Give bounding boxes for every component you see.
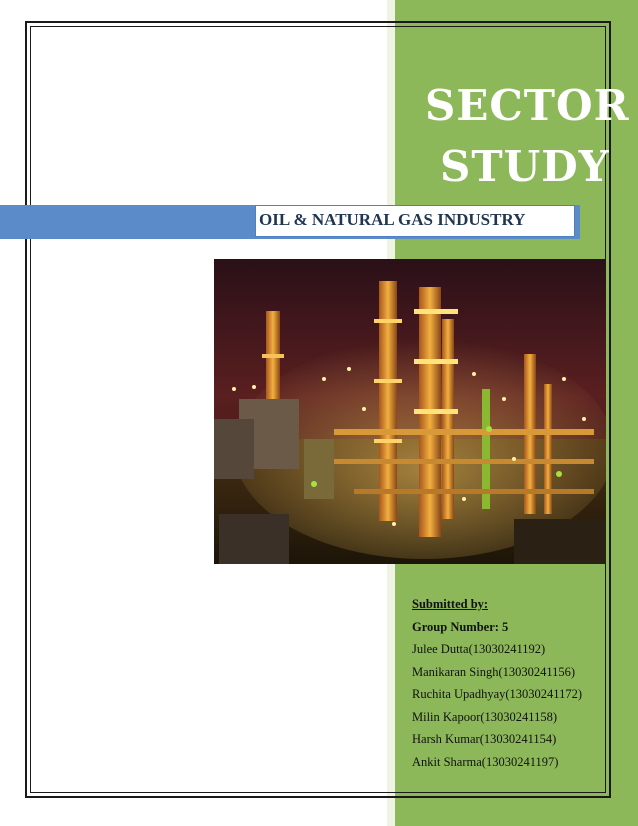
member-3: Ruchita Upadhyay(13030241172) xyxy=(412,687,582,701)
submission-block xyxy=(412,593,602,773)
subtitle-text: OIL & NATURAL GAS INDUSTRY xyxy=(259,210,526,229)
group-number: Group Number: 5 xyxy=(412,619,509,634)
refinery-photo xyxy=(214,259,606,564)
member-4: Milin Kapoor(13030241158) xyxy=(412,709,558,724)
member-1: Julee Dutta(13030241192) xyxy=(412,642,546,656)
member-6: Ankit Sharma(13030241197) xyxy=(412,754,559,769)
title-sector: SECTOR xyxy=(425,81,630,130)
title-study: STUDY xyxy=(440,142,610,191)
member-2: Manikaran Singh(13030241156) xyxy=(412,664,576,679)
submitted-by-label: Submitted by: xyxy=(412,597,489,611)
refinery-night-photo-icon xyxy=(214,259,606,564)
member-5: Harsh Kumar(13030241154) xyxy=(412,732,557,746)
